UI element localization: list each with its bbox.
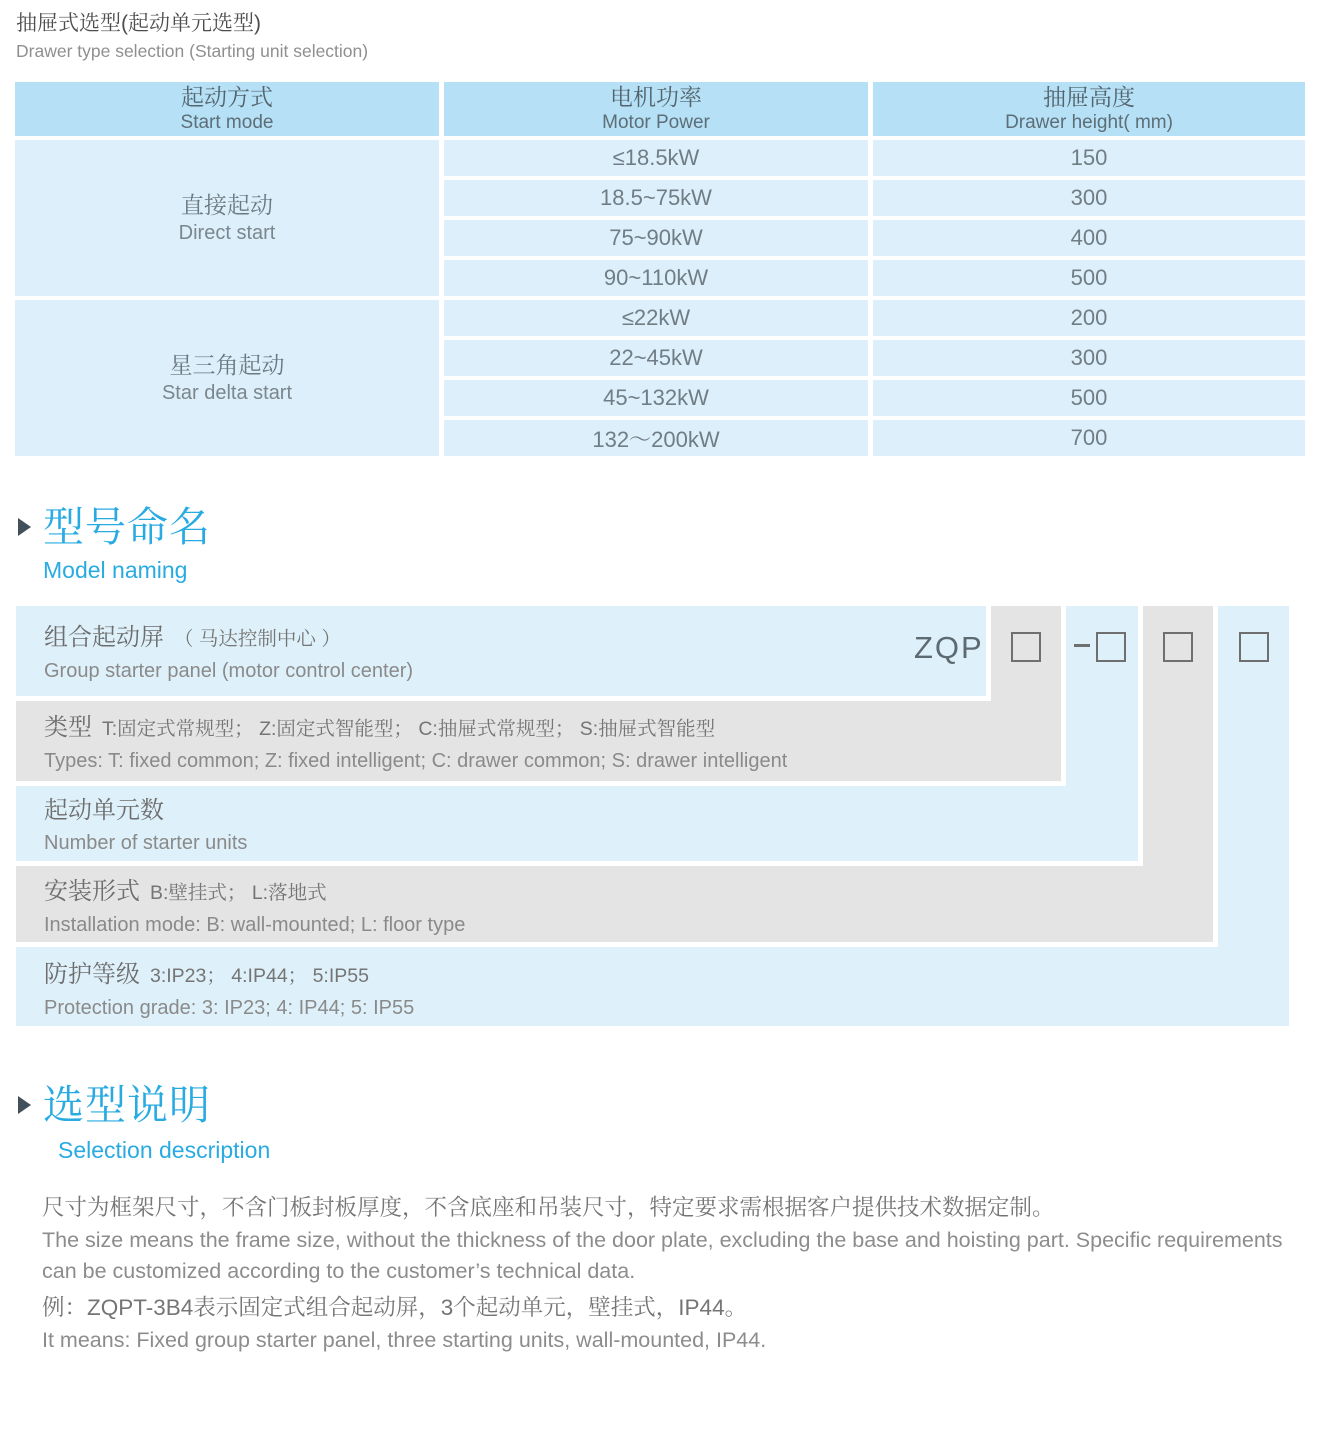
header-start-mode-zh: 起动方式 <box>181 84 273 110</box>
description-para-en: The size means the frame size, without the thickness of the door plate, excluding the base and hoisting part. Specific requirements can be customized according to the customer’s technical data. <box>42 1228 1283 1283</box>
table-row <box>15 140 1305 176</box>
cell-power: 18.5~75kW <box>444 180 868 216</box>
naming-row-en: Installation mode: B: wall-mounted; L: floor type <box>44 914 466 936</box>
direct-start-en: Direct start <box>178 222 276 244</box>
naming-row-label-zh: 防护等级 <box>44 961 140 988</box>
selection-description-heading-zh: 选型说明 <box>43 1082 211 1128</box>
naming-row-installation <box>16 866 1213 942</box>
drawer-selection-table <box>10 78 1310 460</box>
cell-height: 150 <box>873 140 1305 176</box>
document-title-en: Drawer type selection (Starting unit selection) <box>16 41 369 61</box>
cell-power: ≤18.5kW <box>444 140 868 176</box>
model-code-prefix: ZQP <box>914 630 984 665</box>
naming-row-zh <box>44 621 986 656</box>
code-column-protection <box>1218 606 1289 1026</box>
selection-description-heading <box>18 1082 1322 1128</box>
cell-power: 75~90kW <box>444 220 868 256</box>
cell-power: 90~110kW <box>444 260 868 296</box>
table-row <box>15 300 1305 336</box>
header-motor-power-zh: 电机功率 <box>610 84 702 110</box>
selection-description-body <box>42 1190 1286 1356</box>
star-delta-zh: 星三角起动 <box>169 352 285 378</box>
direct-start-zh: 直接起动 <box>181 192 273 218</box>
header-start-mode <box>15 82 439 136</box>
naming-row-detail-zh: 3:IP23； 4:IP44； 5:IP55 <box>150 965 369 987</box>
triangle-bullet-icon <box>18 1096 31 1114</box>
document-title <box>16 10 1322 64</box>
code-column-type <box>991 606 1061 781</box>
cell-height: 500 <box>873 260 1305 296</box>
model-naming-heading <box>18 504 1322 550</box>
header-motor-power <box>444 82 868 136</box>
cell-height: 200 <box>873 300 1305 336</box>
naming-row-zh <box>44 875 1213 910</box>
naming-row-en: Group starter panel (motor control center) <box>44 660 414 682</box>
selection-description-heading-en: Selection description <box>58 1137 271 1163</box>
naming-row-types <box>16 701 1061 781</box>
naming-row-en: Protection grade: 3: IP23; 4: IP44; 5: IP55 <box>44 997 415 1019</box>
cell-power: 22~45kW <box>444 340 868 376</box>
naming-row-en: Number of starter units <box>44 832 248 854</box>
cell-height: 400 <box>873 220 1305 256</box>
model-naming-heading-zh: 型号命名 <box>43 504 211 550</box>
cell-power: 132～200kW <box>444 420 868 456</box>
naming-row-group-starter-panel <box>16 606 986 696</box>
naming-row-detail-zh: （ 马达控制中心 ） <box>174 628 341 650</box>
naming-row-label-zh: 安装形式 <box>44 878 140 905</box>
example-para-zh: 例：ZQPT-3B4表示固定式组合起动屏，3个起动单元，壁挂式，IP44。 <box>42 1295 748 1320</box>
header-motor-power-en: Motor Power <box>602 112 710 133</box>
cell-power: 45~132kW <box>444 380 868 416</box>
naming-row-starter-units <box>16 786 1138 861</box>
cell-star-delta-start <box>15 300 439 456</box>
triangle-bullet-icon <box>18 518 31 536</box>
code-column-installation <box>1143 606 1213 942</box>
cell-power: ≤22kW <box>444 300 868 336</box>
code-placeholder-box-icon <box>1096 632 1126 662</box>
naming-row-label-zh: 起动单元数 <box>44 797 164 824</box>
naming-row-label-zh: 组合起动屏 <box>44 624 164 651</box>
code-column-units <box>1066 606 1138 861</box>
header-drawer-height-zh: 抽屉高度 <box>1043 84 1135 110</box>
star-delta-en: Star delta start <box>161 382 293 404</box>
naming-row-en: Types: T: fixed common; Z: fixed intelligent; C: drawer common; S: drawer intelligent <box>44 750 788 772</box>
naming-row-zh <box>44 794 1138 828</box>
example-para-en: It means: Fixed group starter panel, three starting units, wall-mounted, IP44. <box>42 1328 767 1352</box>
cell-height: 500 <box>873 380 1305 416</box>
header-start-mode-en: Start mode <box>180 112 274 133</box>
code-dash-icon <box>1074 644 1090 647</box>
document-title-zh: 抽屉式选型(起动单元选型) <box>16 12 261 35</box>
description-para-zh: 尺寸为框架尺寸，不含门板封板厚度，不含底座和吊装尺寸，特定要求需根据客户提供技术数据定制。 <box>42 1195 1055 1220</box>
naming-row-protection <box>16 947 1289 1026</box>
cell-height: 300 <box>873 180 1305 216</box>
naming-row-detail-zh: T:固定式常规型； Z:固定式智能型； C:抽屉式常规型； S:抽屉式智能型 <box>102 718 716 740</box>
code-placeholder-box-icon <box>1239 632 1269 662</box>
model-naming-diagram <box>16 606 1289 1026</box>
code-placeholder-box-icon <box>1163 632 1193 662</box>
cell-direct-start <box>15 140 439 296</box>
table-header-row <box>15 82 1305 136</box>
naming-row-label-zh: 类型 <box>44 714 92 741</box>
naming-row-zh <box>44 958 1289 993</box>
cell-height: 300 <box>873 340 1305 376</box>
code-placeholder-box-icon <box>1011 632 1041 662</box>
header-drawer-height <box>873 82 1305 136</box>
cell-height: 700 <box>873 420 1305 456</box>
header-drawer-height-en: Drawer height( mm) <box>1005 112 1173 133</box>
model-naming-heading-en: Model naming <box>43 557 188 583</box>
naming-row-zh <box>44 711 1061 746</box>
naming-row-detail-zh: B:壁挂式； L:落地式 <box>150 882 327 904</box>
